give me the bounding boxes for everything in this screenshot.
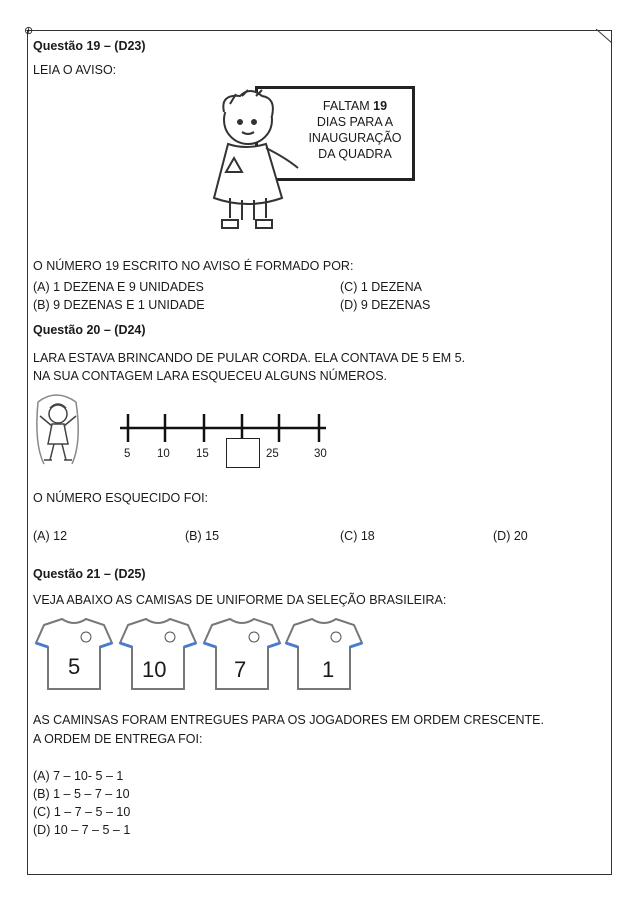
number-line-label-25: 25 — [266, 448, 279, 460]
q21-option-b[interactable]: (B) 1 – 5 – 7 – 10 — [33, 787, 130, 801]
notice-line-3: INAUGURAÇÃO — [308, 131, 402, 145]
q19-option-b[interactable]: (B) 9 DEZENAS E 1 UNIDADE — [33, 298, 205, 312]
q19-title: Questão 19 – (D23) — [33, 39, 146, 53]
q20-option-c[interactable]: (C) 18 — [340, 529, 375, 543]
q21-instruction: VEJA ABAIXO AS CAMISAS DE UNIFORME DA SELEÇÃO BRASILEIRA: — [33, 593, 447, 607]
q21-text-line-1: AS CAMINSAS FORAM ENTREGUES PARA OS JOGADORES EM ORDEM CRESCENTE. — [33, 713, 544, 727]
q20-question: O NÚMERO ESQUECIDO FOI: — [33, 491, 209, 505]
shirt-1-number: 5 — [68, 654, 81, 679]
q19-option-c[interactable]: (C) 1 DEZENA — [340, 280, 422, 294]
girl-teacher-illustration — [190, 88, 310, 238]
q20-option-b[interactable]: (B) 15 — [185, 529, 220, 543]
anchor-icon: ⊕ — [24, 25, 34, 37]
q20-title: Questão 20 – (D24) — [33, 323, 146, 337]
q20-option-a[interactable]: (A) 12 — [33, 529, 68, 543]
notice-line-2: DIAS PARA A — [316, 115, 394, 129]
q20-option-d[interactable]: (D) 20 — [493, 529, 528, 543]
shirt-2-number: 10 — [142, 657, 167, 682]
q21-option-c[interactable]: (C) 1 – 7 – 5 – 10 — [33, 805, 131, 819]
q19-instruction: LEIA O AVISO: — [33, 63, 117, 77]
missing-number-box — [226, 438, 260, 468]
page-fold-corner — [596, 29, 612, 43]
shirt-4-number: 1 — [322, 657, 335, 682]
q19-option-a[interactable]: (A) 1 DEZENA E 9 UNIDADES — [33, 280, 204, 294]
shirt-3-number: 7 — [234, 657, 247, 682]
notice-line-1: FALTAM 19 — [322, 99, 388, 113]
q20-text-line-2: NA SUA CONTAGEM LARA ESQUECEU ALGUNS NÚMEROS. — [33, 369, 388, 383]
number-line-label-10: 10 — [157, 448, 170, 460]
notice-line-4: DA QUADRA — [318, 147, 392, 161]
jump-rope-girl-illustration — [30, 394, 86, 472]
number-line-label-30: 30 — [314, 448, 327, 460]
notice-text — [300, 98, 410, 162]
number-line-label-5: 5 — [124, 448, 131, 460]
q19-question: O NÚMERO 19 ESCRITO NO AVISO É FORMADO POR: — [33, 259, 354, 273]
q21-option-d[interactable]: (D) 10 – 7 – 5 – 1 — [33, 823, 131, 837]
q19-option-d[interactable]: (D) 9 DEZENAS — [340, 298, 431, 312]
q20-text-line-1: LARA ESTAVA BRINCANDO DE PULAR CORDA. ELA CONTAVA DE 5 EM 5. — [33, 351, 466, 365]
q21-option-a[interactable]: (A) 7 – 10- 5 – 1 — [33, 769, 124, 783]
number-line-label-15: 15 — [196, 448, 209, 460]
q21-text-line-2: A ORDEM DE ENTREGA FOI: — [33, 732, 203, 746]
q21-title: Questão 21 – (D25) — [33, 567, 146, 581]
